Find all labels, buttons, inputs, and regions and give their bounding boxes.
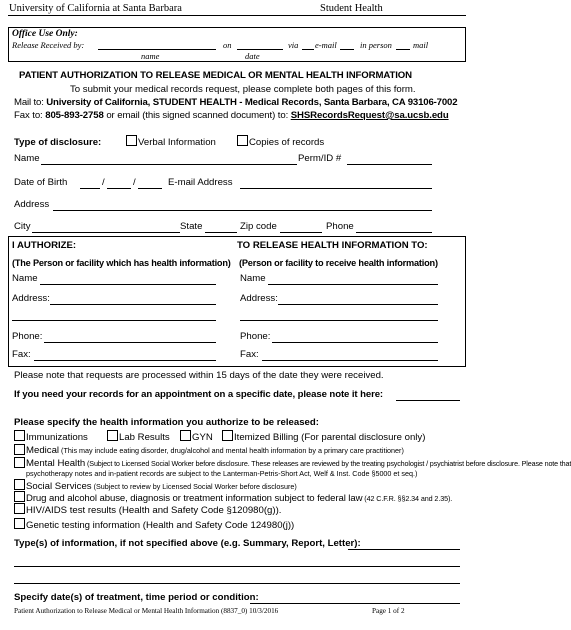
email-field[interactable] <box>240 188 432 189</box>
immunizations-checkbox[interactable] <box>14 430 25 441</box>
phone-label: Phone <box>326 221 354 232</box>
received-date-line[interactable] <box>237 49 283 50</box>
lab-results-checkbox[interactable] <box>107 430 118 441</box>
social-services-note: (Subject to review by Licensed Social Worker before disclosure) <box>91 482 297 491</box>
genetic-testing-label: Genetic testing information (Health and Safety Code 124980(j)) <box>26 520 295 531</box>
via-label: via <box>288 40 299 50</box>
mail-address: University of California, STUDENT HEALTH - Medical Records, Santa Barbara, CA 93106-7002 <box>46 97 458 108</box>
gyn-checkbox[interactable] <box>180 430 191 441</box>
name-field[interactable] <box>41 164 297 165</box>
source-phone-label: Phone: <box>12 331 43 342</box>
via-in-person-line[interactable] <box>340 49 354 50</box>
immunizations-label: Immunizations <box>26 432 88 443</box>
hiv-aids-label: HIV/AIDS test results (Health and Safety Code §120980(g)). <box>26 505 282 516</box>
hiv-aids-checkbox[interactable] <box>14 503 25 514</box>
source-address-label: Address: <box>12 293 50 304</box>
recipient-address-label: Address: <box>240 293 278 304</box>
state-field[interactable] <box>205 232 237 233</box>
email-option-label: e-mail <box>315 40 337 50</box>
dob-month-field[interactable] <box>80 188 100 189</box>
recipient-subtitle: (Person or facility to receive health information) <box>239 258 438 268</box>
types-field-2[interactable] <box>14 566 460 567</box>
recipient-phone-label: Phone: <box>240 331 271 342</box>
source-fax-label: Fax: <box>12 349 31 360</box>
medical-note: (This may include eating disorder, drug/alcohol and mental health information by a primary care practitioner) <box>59 446 404 455</box>
drug-alcohol-note: (42 C.F.R. §§2.34 and 2.35). <box>362 494 453 503</box>
recipient-name-label: Name <box>240 273 266 284</box>
mental-health-note: (Subject to Licensed Social Worker before disclosure. These releases are reviewed by the treating psychologist / psychiatrist before disclosure. Please note that <box>85 459 571 468</box>
source-phone-field[interactable] <box>44 342 216 343</box>
date-caption: date <box>245 51 260 61</box>
institution-name: University of California at Santa Barbara <box>9 3 182 14</box>
phone-field[interactable] <box>356 232 432 233</box>
source-name-label: Name <box>12 273 38 284</box>
medical-item <box>26 445 404 456</box>
processing-note: Please note that requests are processed within 15 days of the date they were received. <box>14 370 384 381</box>
social-services-label: Social Services <box>26 481 92 492</box>
drug-alcohol-checkbox[interactable] <box>14 491 25 502</box>
appointment-date-field[interactable] <box>396 400 460 401</box>
genetic-testing-checkbox[interactable] <box>14 518 25 529</box>
recipient-address-field-2[interactable] <box>240 320 438 321</box>
appointment-note: If you need your records for an appointment on a specific date, please note it here: <box>14 389 384 400</box>
specify-title: Please specify the health information you authorize to be released: <box>14 417 319 428</box>
city-label: City <box>14 221 31 232</box>
fax-number: 805-893-2758 <box>45 110 104 121</box>
form-footer: Patient Authorization to Release Medical or Mental Health Information (8837_0) 10/3/2016 <box>14 607 279 615</box>
mail-prefix: Mail to: <box>14 97 47 108</box>
zip-label: Zip code <box>240 221 277 232</box>
verbal-info-label: Verbal Information <box>138 137 216 148</box>
zip-field[interactable] <box>280 232 322 233</box>
mental-health-item <box>26 458 571 469</box>
recipient-fax-label: Fax: <box>240 349 259 360</box>
fax-email-text: or email (this signed scanned document) to <box>103 110 286 121</box>
address-label: Address <box>14 199 50 210</box>
dob-label: Date of Birth <box>14 177 68 188</box>
perm-id-label: Perm/ID # <box>298 153 342 164</box>
mail-option-label: mail <box>413 40 429 50</box>
name-label: Name <box>14 153 40 164</box>
form-title: PATIENT AUTHORIZATION TO RELEASE MEDICAL OR MENTAL HEALTH INFORMATION <box>19 70 412 81</box>
social-services-item <box>26 481 297 492</box>
release-to-title: TO RELEASE HEALTH INFORMATION TO: <box>237 240 428 251</box>
office-use-box <box>8 27 466 62</box>
authorization-box <box>8 236 466 367</box>
gyn-label: GYN <box>192 432 213 443</box>
dates-label: Specify date(s) of treatment, time period or condition: <box>14 592 259 603</box>
email-label: E-mail Address <box>168 177 233 188</box>
instruction-text: To submit your medical records request, please complete both pages of this form. <box>70 84 416 95</box>
source-name-field[interactable] <box>40 284 216 285</box>
copies-of-records-label: Copies of records <box>249 137 325 148</box>
dob-slash-2: / <box>133 177 136 188</box>
medical-label: Medical <box>26 445 60 456</box>
types-label: Type(s) of information, if not specified above (e.g. Summary, Report, Letter): <box>14 538 361 549</box>
verbal-info-checkbox[interactable] <box>126 135 137 146</box>
dob-slash-1: / <box>102 177 105 188</box>
state-label: State <box>180 221 203 232</box>
dob-year-field[interactable] <box>138 188 162 189</box>
social-services-checkbox[interactable] <box>14 479 25 490</box>
mail-line <box>14 97 457 108</box>
mental-health-checkbox[interactable] <box>14 457 25 468</box>
authorize-title: I AUTHORIZE: <box>12 240 77 251</box>
types-field-3[interactable] <box>14 583 460 584</box>
via-mail-line[interactable] <box>396 49 410 50</box>
address-field[interactable] <box>53 210 432 211</box>
types-field-1[interactable] <box>348 549 460 550</box>
disclosure-label: Type of disclosure: <box>14 137 102 148</box>
perm-id-field[interactable] <box>347 164 432 165</box>
received-by-label: Release Received by: <box>12 40 85 50</box>
office-use-title: Office Use Only: <box>12 29 78 39</box>
dates-field[interactable] <box>250 603 460 604</box>
via-email-line[interactable] <box>302 49 314 50</box>
source-address-field-2[interactable] <box>12 320 216 321</box>
source-fax-field[interactable] <box>34 360 216 361</box>
mental-health-label: Mental Health <box>26 458 86 469</box>
lab-results-label: Lab Results <box>119 432 170 443</box>
recipient-phone-field[interactable] <box>272 342 438 343</box>
source-address-field-1[interactable] <box>50 304 216 305</box>
itemized-billing-checkbox[interactable] <box>222 430 233 441</box>
page-number: Page 1 of 2 <box>372 607 405 615</box>
city-field[interactable] <box>32 232 180 233</box>
fax-colon: : <box>285 110 291 121</box>
drug-alcohol-label: Drug and alcohol abuse, diagnosis or treatment information subject to federal law <box>26 493 363 504</box>
records-email-link[interactable]: SHSRecordsRequest@sa.ucsb.edu <box>290 110 449 121</box>
fax-prefix: Fax to: <box>14 110 46 121</box>
drug-alcohol-item <box>26 493 452 504</box>
fax-line <box>14 110 449 121</box>
recipient-name-field[interactable] <box>268 284 438 285</box>
recipient-address-field-1[interactable] <box>278 304 438 305</box>
source-subtitle: (The Person or facility which has health information) <box>12 258 231 268</box>
medical-checkbox[interactable] <box>14 444 25 455</box>
name-caption: name <box>141 51 160 61</box>
header-rule <box>8 15 466 16</box>
itemized-billing-label: Itemized Billing (For parental disclosure only) <box>234 432 426 443</box>
on-label: on <box>223 40 232 50</box>
department-name: Student Health <box>320 3 383 14</box>
copies-of-records-checkbox[interactable] <box>237 135 248 146</box>
received-by-line[interactable] <box>98 49 216 50</box>
recipient-fax-field[interactable] <box>262 360 438 361</box>
dob-day-field[interactable] <box>107 188 131 189</box>
in-person-option-label: in person <box>360 40 392 50</box>
mental-health-note-continued: psychotherapy notes and in-patient records are subject to the Lanterman-Petris-Short Act, Welf & Inst. Code §5000 et seq.) <box>26 469 418 478</box>
